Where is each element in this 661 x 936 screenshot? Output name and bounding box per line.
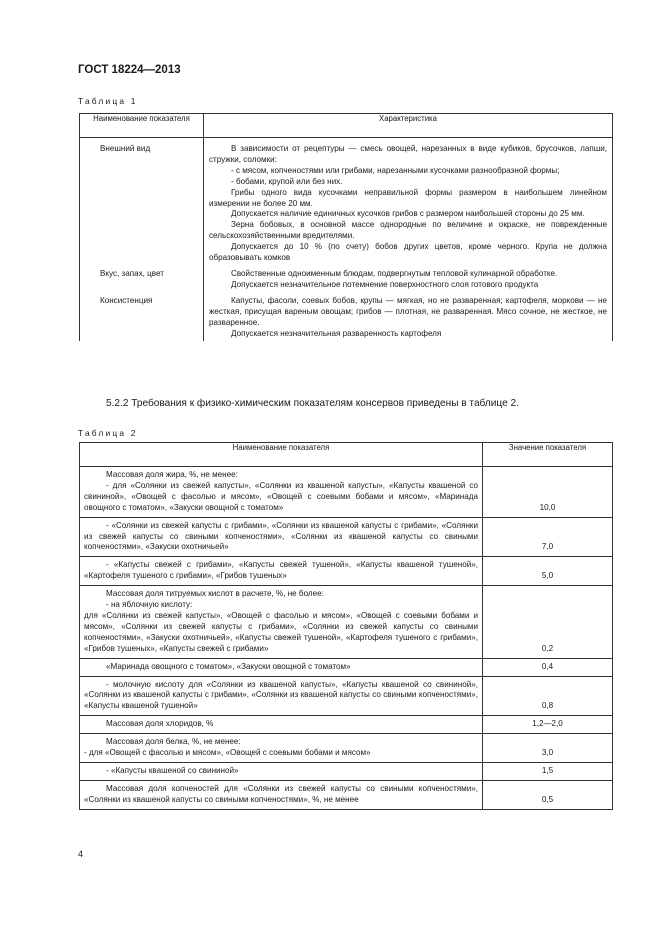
section-paragraph: 5.2.2 Требования к физико-химическим показателям консервов приведены в таблице 2. <box>106 398 519 409</box>
table2-cell-value: 0,2 <box>483 586 613 658</box>
table2-cell-name <box>80 780 483 809</box>
table2-cell-name <box>80 557 483 586</box>
table2-cell-name <box>80 658 483 676</box>
table2-cell-value: 7,0 <box>483 517 613 557</box>
table2-text-line: - «Солянки из свежей капусты с грибами», «Солянки из квашеной капусты с грибами», «Солянки из свежей капусты со свиными копченостями», «Солянки из квашеной капусты со свиными копченостями», «Закуски охотничьей» <box>84 520 478 552</box>
table2-cell-name <box>80 676 483 716</box>
table1-cell-characteristic <box>204 266 613 293</box>
table2-text-line: - для «Солянки из свежей капусты», «Солянки из квашеной капусты», «Капусты квашеной со свининой», «Овощей с фасолью и мясом», «Овощей с соевыми бобами и мясом», «Маринада овощного с томатом», «Закуски овощной с томатом» <box>84 480 478 512</box>
document-header-title: ГОСТ 18224—2013 <box>78 64 181 76</box>
table2-text-line: Массовая доля копченостей для «Солянки из свежей капусты со свиными копченостями», «Солянки из квашеной капусты со свиными копченостями», %, не менее <box>84 783 478 804</box>
table1-cell-characteristic <box>204 293 613 342</box>
table2-caption: Таблица 2 <box>78 428 138 438</box>
table2-row <box>80 467 613 518</box>
table1-cell-name: Консистенция <box>80 293 204 342</box>
table1-text-line: Капусты, фасоли, соевых бобов, крупы — мягкая, но не разваренная; картофеля, моркови — не жесткая, присущая вареным овощам; грибов — плотная, не разваренная. Мясо сочное, не жесткое, не разваренное. <box>209 295 607 327</box>
table1-text-line: Допускается до 10 % (по счету) бобов других цветов, кроме черного. Крупа не должна образовывать комков <box>209 242 607 263</box>
table2-text-line: «Маринада овощного с томатом», «Закуски овощной с томатом» <box>106 661 351 671</box>
table2-cell-value: 0,8 <box>483 676 613 716</box>
table2-cell-name <box>80 716 483 734</box>
table1-text-line: Грибы одного вида кусочками неправильной формы размером в наибольшем линейном измерении не более 20 мм. <box>209 187 607 208</box>
table2-cell-value: 3,0 <box>483 734 613 763</box>
table2-cell-value: 0,4 <box>483 658 613 676</box>
table1-text-line: Зерна бобовых, в основной массе однородные по величине и окраске, не поврежденные сельскохозяйственными вредителями. <box>209 220 607 241</box>
table2-text-line: - «Капусты квашеной со свининой» <box>106 765 239 775</box>
table1-header-name: Наименование показателя <box>80 114 204 138</box>
table2-cell-name <box>80 467 483 518</box>
table2-text-line: - молочную кислоту для «Солянки из квашеной капусты», «Капусты квашеной со свининой», «Солянки из квашеной капусты с грибами», «Солянки из квашеной капусты со свиными копченостями», «Капусты квашеной тушеной» <box>84 679 478 711</box>
table1-header-characteristic: Характеристика <box>204 114 613 138</box>
table2-cell-value: 0,5 <box>483 780 613 809</box>
table2 <box>79 442 613 810</box>
table1-text-line: Допускается наличие единичных кусочков грибов с размером наибольшей стороны до 25 мм. <box>231 209 585 219</box>
table2-row <box>80 658 613 676</box>
table1-text-line: - с мясом, копченостями или грибами, нарезанными кусочками разнообразной формы; <box>231 165 560 175</box>
table2-cell-name <box>80 762 483 780</box>
table2-cell-value: 5,0 <box>483 557 613 586</box>
table2-text-line: Массовая доля белка, %, не менее: <box>106 737 241 747</box>
table2-text-line: для «Солянки из свежей капусты», «Овощей с фасолью и мясом», «Овощей с соевыми бобами и мясом», «Солянки из свежей капусты с грибами», «Солянки из свежей капусты со свиными копченостями», «Закуски охотничьей», «Капусты свежей тушеной», «Картофеля тушеного с грибами», «Грибов тушеных», «Капусты свежей с грибами» <box>84 610 478 653</box>
page-number: 4 <box>78 849 84 859</box>
table1 <box>79 113 613 341</box>
table2-row <box>80 517 613 557</box>
table2-text-line: Массовая доля титруемых кислот в расчете, %, не более: <box>106 589 324 599</box>
table1-text-line: Допускается незначительная разваренность картофеля <box>231 328 442 338</box>
table2-row <box>80 676 613 716</box>
table2-text-line: Массовая доля жира, %, не менее: <box>106 470 238 479</box>
table2-row <box>80 780 613 809</box>
table1-row <box>80 293 613 342</box>
table2-cell-name <box>80 586 483 658</box>
table1-text-line: В зависимости от рецептуры — смесь овощей, нарезанных в виде кубиков, брусочков, лапши, стружки, соломки: <box>209 144 607 164</box>
table2-text-line: Массовая доля хлоридов, % <box>106 719 214 729</box>
table2-row <box>80 716 613 734</box>
table2-text-line: - на яблочную кислоту: <box>106 600 193 610</box>
table2-row <box>80 586 613 658</box>
table1-text-line: Свойственные одноименным блюдам, подвергнутым тепловой кулинарной обработке. <box>231 268 558 278</box>
table2-row <box>80 734 613 763</box>
table2-row <box>80 557 613 586</box>
table2-cell-name <box>80 517 483 557</box>
table2-cell-value: 1,5 <box>483 762 613 780</box>
table2-header-value: Значение показателя <box>483 443 613 467</box>
table1-row <box>80 266 613 293</box>
table1-cell-name: Внешний вид <box>80 138 204 266</box>
table2-text-line: - для «Овощей с фасолью и мясом», «Овощей с соевыми бобами и мясом» <box>84 748 371 758</box>
table1-cell-characteristic <box>204 138 613 266</box>
table2-row <box>80 762 613 780</box>
table1-caption: Таблица 1 <box>78 96 138 106</box>
table2-text-line: - «Капусты свежей с грибами», «Капусты свежей тушеной», «Капусты квашеной тушеной», «Картофеля тушеного с грибами», «Грибов тушеных» <box>84 560 478 581</box>
table2-cell-value: 10,0 <box>483 467 613 518</box>
table2-cell-name <box>80 734 483 763</box>
table2-cell-value: 1,2—2,0 <box>483 716 613 734</box>
table1-row <box>80 138 613 266</box>
table1-text-line: Допускается незначительное потемнение поверхностного слоя готового продукта <box>231 279 539 289</box>
table2-header-name: Наименование показателя <box>80 443 483 467</box>
table1-cell-name: Вкус, запах, цвет <box>80 266 204 293</box>
table1-text-line: - бобами, крупой или без них. <box>231 176 343 186</box>
